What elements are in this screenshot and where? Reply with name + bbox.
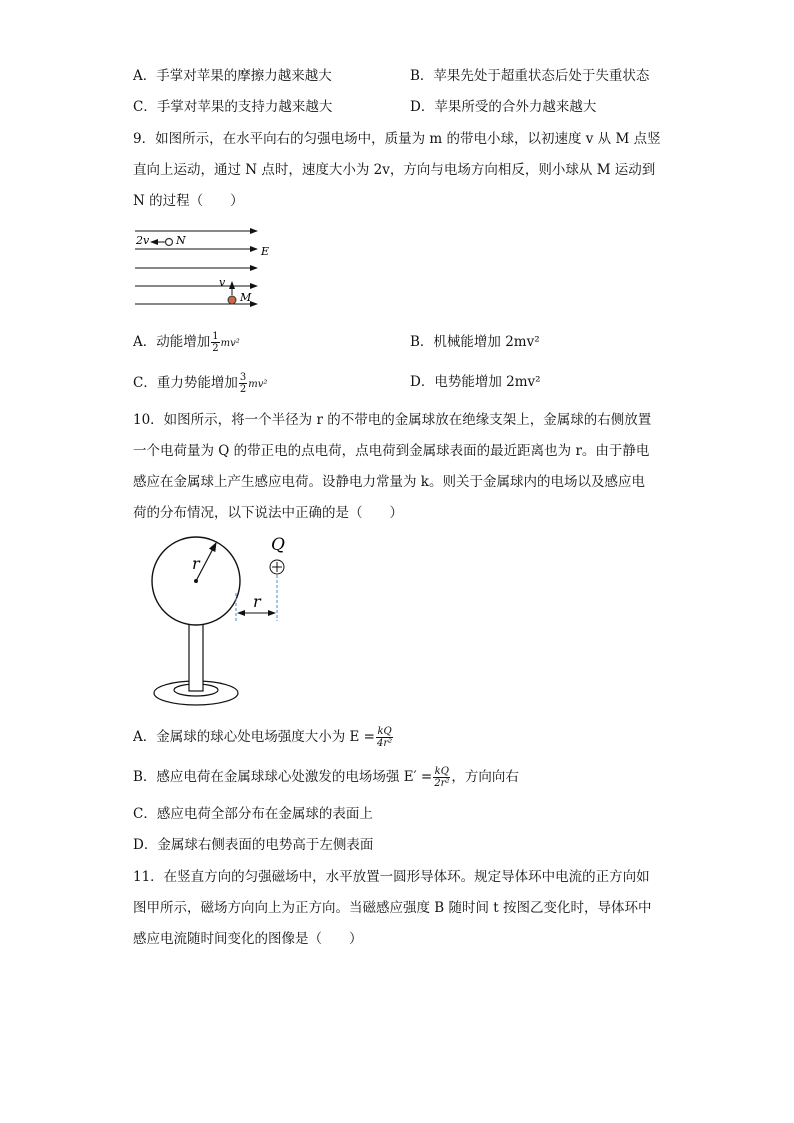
- q10-option-c: C．感应电荷全部分布在金属球的表面上: [133, 806, 373, 822]
- q11-stem-line3: 感应电流随时间变化的图像是（ ）: [133, 931, 363, 947]
- stand-rod: [189, 623, 203, 691]
- q10-option-b: B．感应电荷在金属球球心处激发的电场场强 E′ = $\frac{kQ}{\text{2r²}}$ ，方向向右: [133, 766, 519, 789]
- q10-metal-sphere-diagram: [148, 533, 298, 713]
- label-m: M: [240, 291, 252, 304]
- label-q: Q: [271, 535, 285, 555]
- q9-option-a: A．动能增加 $\frac{1}{2}$ mv²: [133, 331, 240, 354]
- label-v: v: [219, 276, 226, 289]
- q10-option-d: D．金属球右侧表面的电势高于左侧表面: [133, 837, 374, 853]
- q8-option-b: B．苹果先处于超重状态后处于失重状态: [410, 68, 650, 84]
- label-n: N: [176, 234, 186, 247]
- q10-option-a: A．金属球的球心处电场强度大小为 E = $\frac{kQ}{\text{4r²}}$: [133, 726, 393, 749]
- q9-stem-line1: 9．如图所示，在水平向右的匀强电场中，质量为 m 的带电小球，以初速度 v 从 M 点竖: [133, 131, 661, 147]
- ball-m-icon: [228, 296, 236, 304]
- q9-option-d: D．电势能增加 2mv²: [410, 374, 541, 390]
- q9-option-c: C．重力势能增加 $\frac{3}{2}$ mv²: [133, 372, 268, 395]
- q10-stem-line1: 10．如图所示，将一个半径为 r 的不带电的金属球放在绝缘支架上，金属球的右侧放置: [133, 412, 652, 428]
- q11-stem-line1: 11．在竖直方向的匀强磁场中，水平放置一圆形导体环。规定导体环中电流的正方向如: [133, 869, 650, 885]
- q10-stem-line4: 荷的分布情况，以下说法中正确的是（ ）: [133, 505, 403, 521]
- q9-electric-field-diagram: [133, 222, 278, 308]
- label-r-gap: r: [253, 592, 261, 611]
- label-r-sphere: r: [192, 554, 200, 573]
- q10-stem-line2: 一个电荷量为 Q 的带正电的点电荷，点电荷到金属球表面的最近距离也为 r。由于静电: [133, 443, 650, 459]
- q8-option-d: D．苹果所受的合外力越来越大: [410, 99, 597, 115]
- q11-stem-line2: 图甲所示，磁场方向向上为正方向。当磁感应强度 B 随时间 t 按图乙变化时，导体环中: [133, 900, 652, 916]
- ball-n-icon: [166, 239, 173, 246]
- q8-option-c: C．手掌对苹果的支持力越来越大: [133, 99, 333, 115]
- q9-option-b: B．机械能增加 2mv²: [410, 334, 540, 350]
- q9-stem-line2: 直向上运动，通过 N 点时，速度大小为 2v，方向与电场方向相反，则小球从 M 运动到: [133, 162, 656, 178]
- q8-option-a: A．手掌对苹果的摩擦力越来越大: [133, 68, 332, 84]
- label-e: E: [261, 245, 270, 258]
- q10-stem-line3: 感应在金属球上产生感应电荷。设静电力常量为 k。则关于金属球内的电场以及感应电: [133, 474, 645, 490]
- q9-stem-line3: N 的过程（ ）: [133, 193, 244, 209]
- label-2v: 2v: [136, 234, 150, 247]
